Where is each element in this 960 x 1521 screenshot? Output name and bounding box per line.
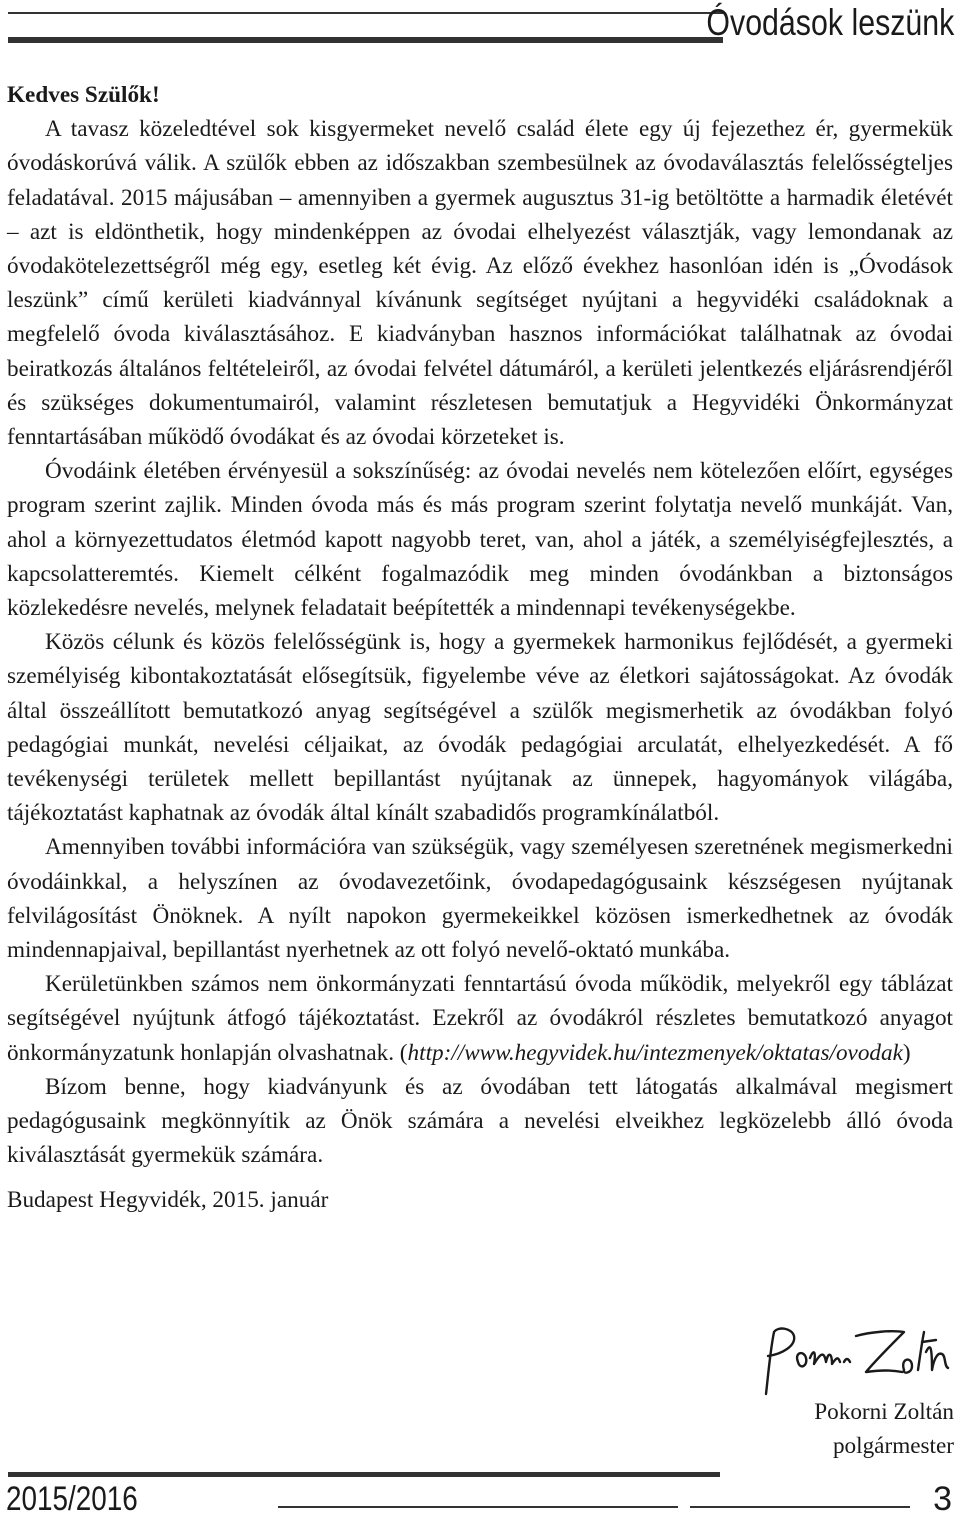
website-link[interactable]: http://www.hegyvidek.hu/intezmenyek/oktatas/ovodak — [407, 1039, 903, 1066]
header-rule-thin — [8, 12, 723, 14]
signatory-name: Pokorni Zoltán — [814, 1399, 954, 1425]
paragraph-4: Amennyiben további információra van szükségük, vagy személyesen szeretnének megismerkedni óvodáinkkal, a helyszínen az óvodavezetőink, óvodapedagógusaink készségesen nyújtanak felvilágosítást Önöknek. A nyílt napokon gyermekeikkel közösen ismerkedhetnek az óvodák mindennapjaival, bepillantást nyerhetnek az ott folyó nevelő-oktató munkába. — [7, 834, 953, 964]
paragraph-1: A tavasz közeledtével sok kisgyermeket nevelő család élete egy új fejezethez ér, gyermekük óvodáskorúvá válik. A szülők ebben az időszakban szembesülnek az óvodaválasztás felelősségteljes feladatával. 2015 májusában – amennyiben a gyermek augusztus 31-ig betöltötte a harmadik életévét – azt is eldönthetik, hogy mindenképpen az óvodai elhelyezést választják, vagy lemondanak az óvodakötelezettségről még egy, esetleg két évig. Az előző évekhez hasonlóan idén is „Óvodások leszünk” című kerületi kiadvánnyal kívánunk segítséget nyújtani a hegyvidéki családoknak a megfelelő óvoda kiválasztásához. E kiadványban hasznos információkat találhatnak az óvodai beiratkozás általános feltételeiről, az óvodai felvétel dátumáról, a kerületi jelentkezés eljárásrendjéről és szükséges dokumentumairól, valamint részletesen bemutatjuk a Hegyvidéki Önkormányzat fenntartásában működő óvodákat és az óvodai körzeteket is. — [7, 116, 953, 451]
signatory-title: polgármester — [832, 1433, 954, 1459]
page-number: 3 — [933, 1480, 952, 1518]
paragraph-5 — [7, 967, 953, 1070]
footer-rule-thin-right — [690, 1506, 910, 1508]
salutation: Kedves Szülők! — [7, 82, 160, 108]
letter-body — [7, 78, 953, 1217]
paragraph-3: Közös célunk és közös felelősségünk is, hogy a gyermekek harmonikus fejlődését, a gyermeki személyiség kibontakoztatását elősegítsük, figyelembe véve az életkori sajátosságokat. Az óvodák által összeállított bemutatkozó anyag segítségével a szülők megismerhetik az óvodákban folyó pedagógiai munkát, nevelési céljaikat, az óvodák pedagógiai arculatát, elhelyezkedését. A fő tevékenységi területek mellett bepillantást nyújtanak az ünnepek, hagyományok világába, tájékoztatást kaphatnak az óvodák által kínált szabadidős programkínálatból. — [7, 629, 953, 827]
page-footer — [0, 1470, 960, 1521]
footer-rule-thick — [8, 1472, 720, 1477]
paragraph-5-text: Kerületünkben számos nem önkormányzati fenntartású óvoda működik, melyekről egy táblázat segítségével nyújtunk átfogó tájékoztatást. Ezekről az óvodákról részletes bemutatkozó anyagot önkormányzatunk honlapján olvashatnak. ( — [7, 971, 953, 1066]
paragraph-2: Óvodáink életében érvényesül a sokszínűség: az óvodai nevelés nem kötelezően előírt, egységes program szerint zajlik. Minden óvoda más és más program szerint folytatja nevelő munkáját. Van, ahol a környezettudatos életmód kapott nagyobb teret, van, ahol a játék, a személyiségfejlesztés, a kapcsolatteremtés. Kiemelt célként fogalmazódik meg minden óvodánkban a biztonságos közlekedésre nevelés, melynek feladatait beépítették a mindennapi tevékenységekbe. — [7, 458, 953, 622]
signatory-block — [814, 1395, 954, 1463]
closing-paragraph: Bízom benne, hogy kiadványunk és az óvodában tett látogatás alkalmával megismert pedagógusaink megkönnyítik az Önök számára a nevelési elveikhez legközelebb álló óvoda kiválasztását gyermekük számára. — [7, 1073, 953, 1169]
header-rule-thick — [8, 37, 723, 43]
place-date: Budapest Hegyvidék, 2015. január — [7, 1186, 329, 1213]
page-header — [0, 0, 960, 50]
signature-image — [752, 1322, 958, 1402]
paragraph-5-end: ) — [902, 1039, 911, 1066]
footer-year: 2015/2016 — [6, 1480, 138, 1518]
publication-title: Óvodások leszünk — [706, 2, 954, 43]
footer-rule-thin — [278, 1506, 678, 1508]
